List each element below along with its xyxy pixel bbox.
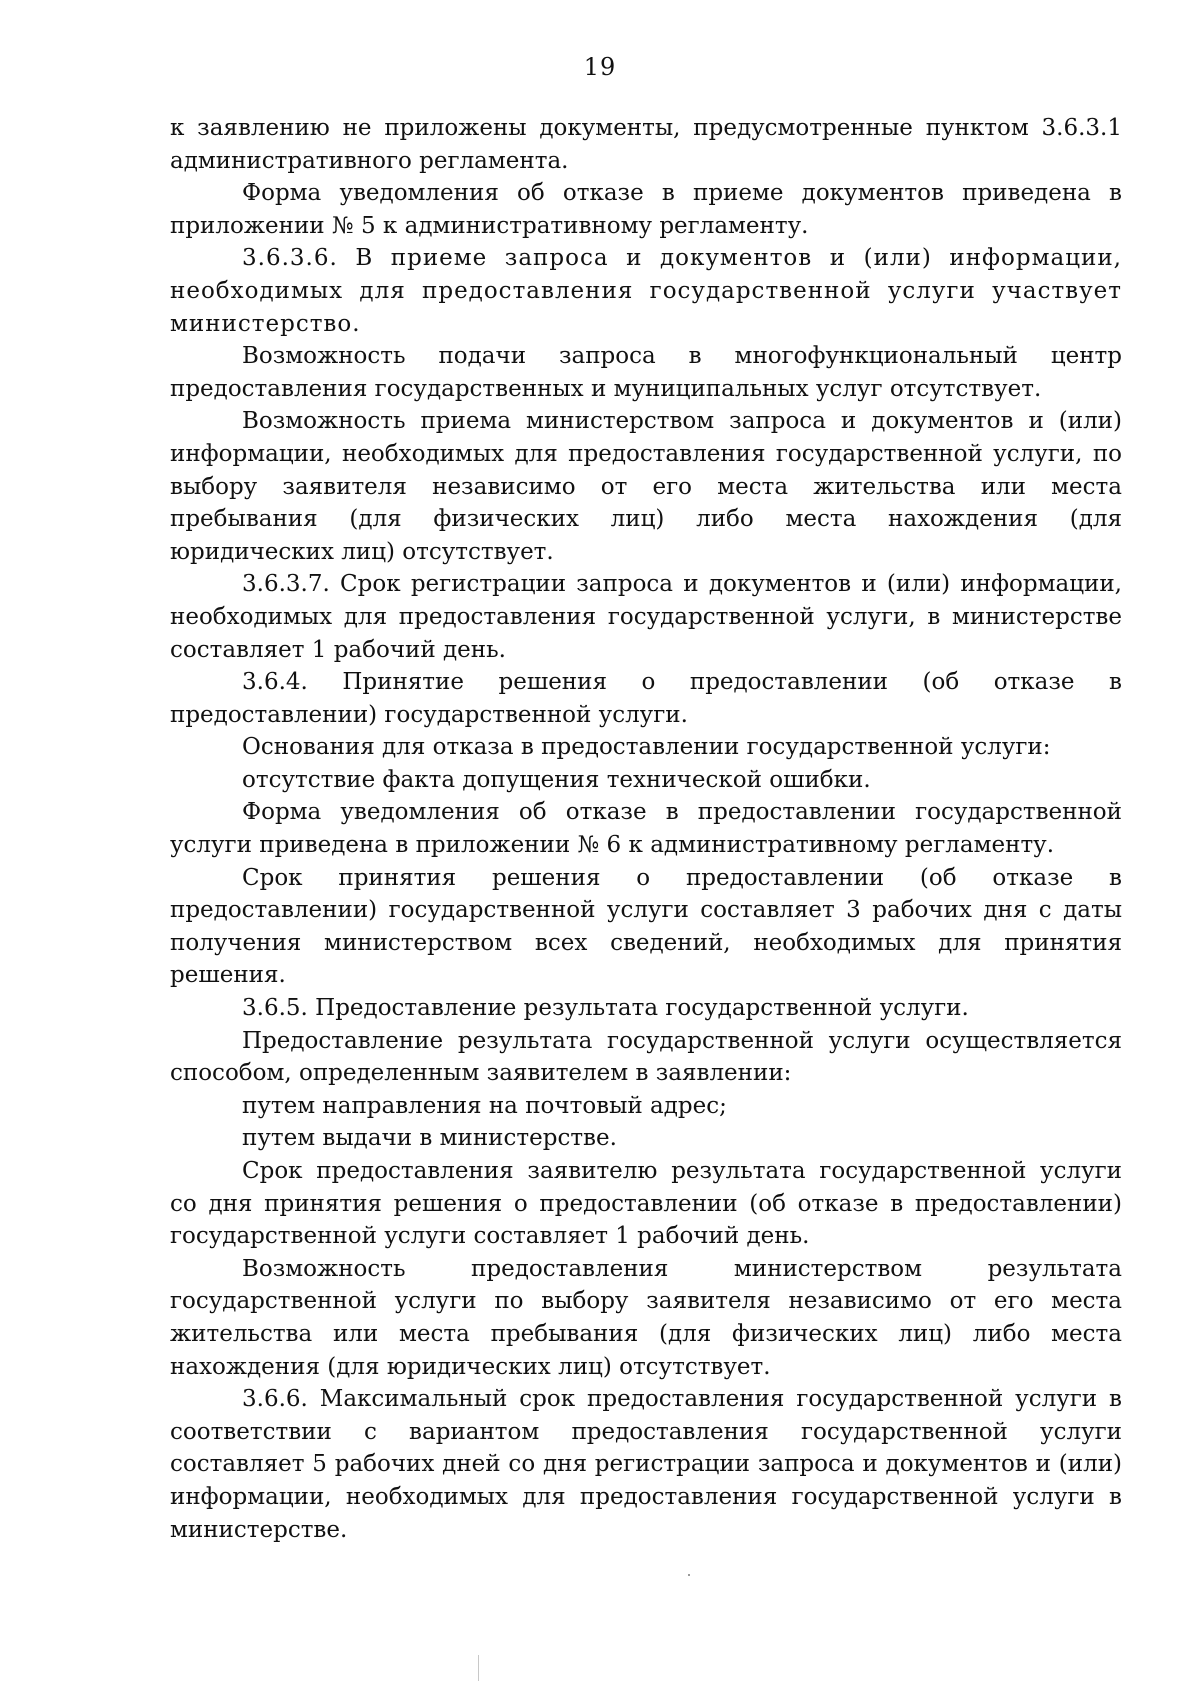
paragraph-3-6-3-7: 3.6.3.7. Срок регистрации запроса и документов и (или) информации, необходимых для предоставления государственной услуги, в министерстве составляет 1 рабочий день. [170,571,1122,663]
paragraph-3-6-3-6: 3.6.3.6. В приеме запроса и документов и (или) информации, необходимых для предоставления государственной услуги участвует министерство. [170,245,1122,337]
paragraph-no-technical-error: отсутствие факта допущения технической ошибки. [242,766,871,793]
paragraph-3-6-6: 3.6.6. Максимальный срок предоставления государственной услуги в соответствии с вариантом предоставления государственной услуги составляет 5 рабочих дней со дня регистрации запроса и документов и (или) информации, необходимых для предоставления государственной услуги в министерстве. [170,1386,1122,1543]
paragraph-mfc-possibility: Возможность подачи запроса в многофункциональный центр предоставления государственных и муниципальных услуг отсутствует. [170,343,1122,402]
paragraph-3-6-4: 3.6.4. Принятие решения о предоставлении (об отказе в предоставлении) государственной услуги. [170,669,1122,728]
scan-artifact-line [478,1655,479,1681]
paragraph-1-continuation: к заявлению не приложены документы, предусмотренные пунктом 3.6.3.1 административного регламента. [170,115,1122,174]
paragraph-refusal-grounds: Основания для отказа в предоставлении государственной услуги: [242,734,1051,761]
page-number: 19 [583,53,617,81]
paragraph-form-notice-app6: Форма уведомления об отказе в предоставлении государственной услуги приведена в приложении № 6 к административному регламенту. [170,799,1122,859]
paragraph-result-term: Срок предоставления заявителю результата государственной услуги со дня принятия решения о предоставлении (об отказе в предоставлении) государственной услуги составляет 1 рабочий день. [170,1158,1122,1250]
scan-speck [688,1574,690,1576]
paragraph-3-6-5: 3.6.5. Предоставление результата государственной услуги. [242,995,969,1022]
paragraph-in-ministry: путем выдачи в министерстве. [242,1125,617,1152]
paragraph-postal-address: путем направления на почтовый адрес; [242,1092,727,1119]
paragraph-decision-term: Срок принятия решения о предоставлении (об отказе в предоставлении) государственной услуги составляет 3 рабочих дня с даты получения министерством всех сведений, необходимых для принятия решения. [170,864,1122,989]
paragraph-reception-possibility: Возможность приема министерством запроса и документов и (или) информации, необходимых для предоставления государственной услуги, по выбору заявителя независимо от его места жительства или места пребывания (для физических лиц) либо места нахождения (для юридических лиц) отсутствует. [170,408,1122,565]
paragraph-form-notice-app5: Форма уведомления об отказе в приеме документов приведена в приложении № 5 к административному регламенту. [170,180,1122,239]
paragraph-result-method: Предоставление результата государственной услуги осуществляется способом, определенным заявителем в заявлении: [170,1027,1122,1087]
body-text [170,112,1122,1546]
paragraph-result-possibility: Возможность предоставления министерством результата государственной услуги по выбору заявителя независимо от его места жительства или места пребывания (для физических лиц) либо места нахождения (для юридических лиц) отсутствует. [170,1255,1122,1380]
